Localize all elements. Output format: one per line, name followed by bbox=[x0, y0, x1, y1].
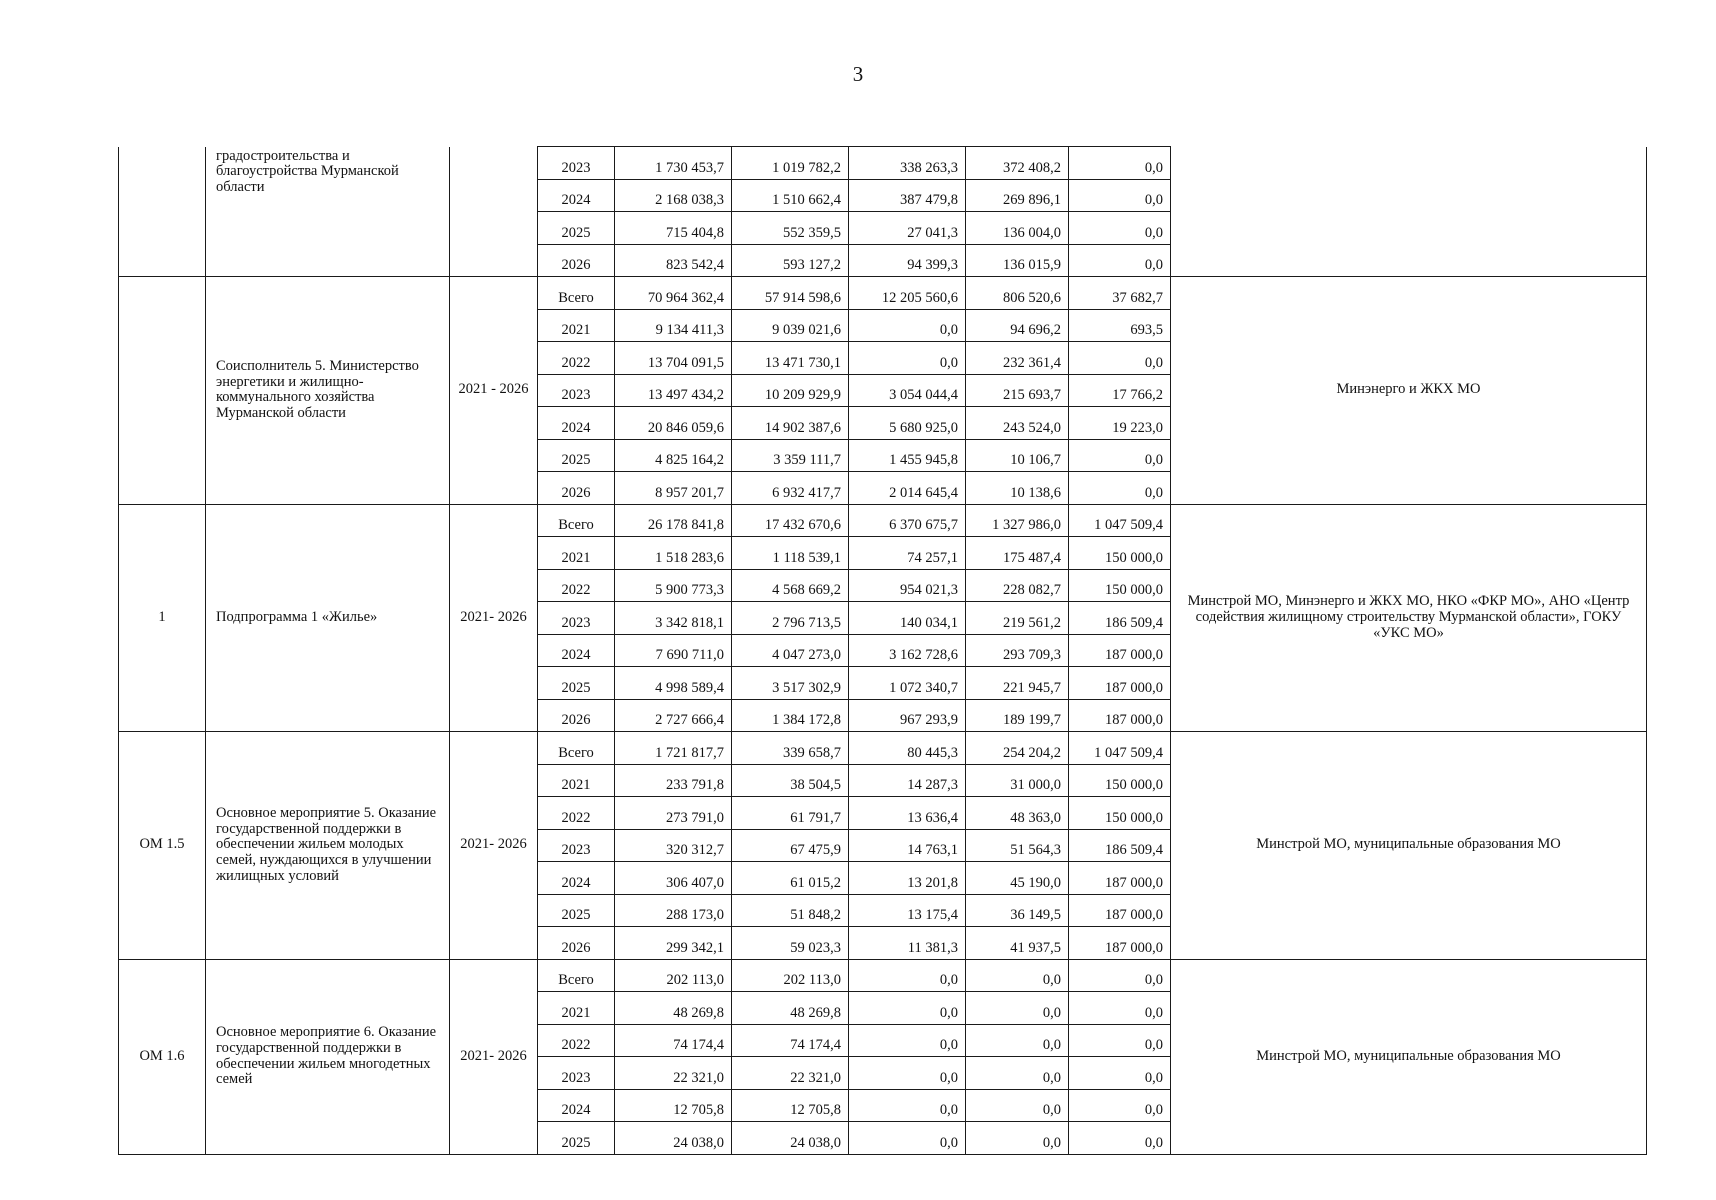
total-cell: 74 174,4 bbox=[615, 1024, 732, 1057]
regional-budget-cell: 24 038,0 bbox=[732, 1122, 849, 1155]
measure-name: Соисполнитель 5. Министерство энергетики и жилищно-коммунального хозяйства Мурманской области bbox=[206, 277, 450, 505]
total-cell: 70 964 362,4 bbox=[615, 277, 732, 310]
year-cell: 2022 bbox=[538, 1024, 615, 1057]
local-budget-cell: 175 487,4 bbox=[966, 537, 1069, 570]
local-budget-cell: 221 945,7 bbox=[966, 667, 1069, 700]
year-cell: Всего bbox=[538, 732, 615, 765]
regional-budget-cell: 12 705,8 bbox=[732, 1089, 849, 1122]
total-cell: 1 721 817,7 bbox=[615, 732, 732, 765]
implementation-period: 2021- 2026 bbox=[450, 504, 538, 732]
other-sources-cell: 0,0 bbox=[1069, 992, 1171, 1025]
measure-name: Основное мероприятие 5. Оказание государственной поддержки в обеспечении жильем молодых семей, нуждающихся в улучшении жилищных условий bbox=[206, 732, 450, 960]
local-budget-cell: 94 696,2 bbox=[966, 309, 1069, 342]
year-cell: 2026 bbox=[538, 244, 615, 277]
table-row bbox=[119, 147, 1647, 180]
other-sources-cell: 0,0 bbox=[1069, 1057, 1171, 1090]
federal-budget-cell: 14 287,3 bbox=[849, 764, 966, 797]
year-cell: 2022 bbox=[538, 342, 615, 375]
year-cell: 2024 bbox=[538, 634, 615, 667]
total-cell: 306 407,0 bbox=[615, 862, 732, 895]
other-sources-cell: 17 766,2 bbox=[1069, 374, 1171, 407]
year-cell: 2024 bbox=[538, 1089, 615, 1122]
total-cell: 26 178 841,8 bbox=[615, 504, 732, 537]
other-sources-cell: 187 000,0 bbox=[1069, 862, 1171, 895]
federal-budget-cell: 0,0 bbox=[849, 992, 966, 1025]
regional-budget-cell: 1 019 782,2 bbox=[732, 147, 849, 180]
federal-budget-cell: 2 014 645,4 bbox=[849, 472, 966, 505]
federal-budget-cell: 338 263,3 bbox=[849, 147, 966, 180]
total-cell: 273 791,0 bbox=[615, 797, 732, 830]
table-row bbox=[119, 732, 1647, 765]
year-cell: 2022 bbox=[538, 797, 615, 830]
federal-budget-cell: 0,0 bbox=[849, 1122, 966, 1155]
local-budget-cell: 215 693,7 bbox=[966, 374, 1069, 407]
other-sources-cell: 187 000,0 bbox=[1069, 634, 1171, 667]
regional-budget-cell: 74 174,4 bbox=[732, 1024, 849, 1057]
year-cell: 2025 bbox=[538, 1122, 615, 1155]
row-number: 1 bbox=[119, 504, 206, 732]
federal-budget-cell: 1 072 340,7 bbox=[849, 667, 966, 700]
total-cell: 299 342,1 bbox=[615, 927, 732, 960]
regional-budget-cell: 61 015,2 bbox=[732, 862, 849, 895]
local-budget-cell: 0,0 bbox=[966, 992, 1069, 1025]
other-sources-cell: 693,5 bbox=[1069, 309, 1171, 342]
year-cell: 2025 bbox=[538, 667, 615, 700]
other-sources-cell: 150 000,0 bbox=[1069, 569, 1171, 602]
regional-budget-cell: 22 321,0 bbox=[732, 1057, 849, 1090]
federal-budget-cell: 74 257,1 bbox=[849, 537, 966, 570]
total-cell: 9 134 411,3 bbox=[615, 309, 732, 342]
federal-budget-cell: 94 399,3 bbox=[849, 244, 966, 277]
other-sources-cell: 0,0 bbox=[1069, 179, 1171, 212]
other-sources-cell: 150 000,0 bbox=[1069, 537, 1171, 570]
other-sources-cell: 0,0 bbox=[1069, 1122, 1171, 1155]
regional-budget-cell: 3 359 111,7 bbox=[732, 439, 849, 472]
table-row bbox=[119, 959, 1647, 992]
row-number: ОМ 1.5 bbox=[119, 732, 206, 960]
local-budget-cell: 232 361,4 bbox=[966, 342, 1069, 375]
local-budget-cell: 41 937,5 bbox=[966, 927, 1069, 960]
local-budget-cell: 372 408,2 bbox=[966, 147, 1069, 180]
other-sources-cell: 0,0 bbox=[1069, 959, 1171, 992]
year-cell: 2023 bbox=[538, 147, 615, 180]
federal-budget-cell: 27 041,3 bbox=[849, 212, 966, 245]
regional-budget-cell: 2 796 713,5 bbox=[732, 602, 849, 635]
local-budget-cell: 136 004,0 bbox=[966, 212, 1069, 245]
federal-budget-cell: 6 370 675,7 bbox=[849, 504, 966, 537]
local-budget-cell: 269 896,1 bbox=[966, 179, 1069, 212]
row-number bbox=[119, 277, 206, 505]
total-cell: 7 690 711,0 bbox=[615, 634, 732, 667]
year-cell: Всего bbox=[538, 504, 615, 537]
local-budget-cell: 0,0 bbox=[966, 1122, 1069, 1155]
regional-budget-cell: 1 384 172,8 bbox=[732, 699, 849, 732]
other-sources-cell: 1 047 509,4 bbox=[1069, 504, 1171, 537]
regional-budget-cell: 38 504,5 bbox=[732, 764, 849, 797]
year-cell: 2023 bbox=[538, 374, 615, 407]
row-number bbox=[119, 147, 206, 277]
federal-budget-cell: 0,0 bbox=[849, 1024, 966, 1057]
table-row bbox=[119, 277, 1647, 310]
total-cell: 1 730 453,7 bbox=[615, 147, 732, 180]
implementation-period bbox=[450, 147, 538, 277]
year-cell: 2023 bbox=[538, 1057, 615, 1090]
executor-cell: Минстрой МО, муниципальные образования МО bbox=[1171, 959, 1647, 1154]
implementation-period: 2021- 2026 bbox=[450, 732, 538, 960]
total-cell: 48 269,8 bbox=[615, 992, 732, 1025]
total-cell: 22 321,0 bbox=[615, 1057, 732, 1090]
local-budget-cell: 0,0 bbox=[966, 1024, 1069, 1057]
total-cell: 2 727 666,4 bbox=[615, 699, 732, 732]
regional-budget-cell: 14 902 387,6 bbox=[732, 407, 849, 440]
other-sources-cell: 19 223,0 bbox=[1069, 407, 1171, 440]
federal-budget-cell: 954 021,3 bbox=[849, 569, 966, 602]
federal-budget-cell: 0,0 bbox=[849, 1089, 966, 1122]
year-cell: 2021 bbox=[538, 764, 615, 797]
local-budget-cell: 228 082,7 bbox=[966, 569, 1069, 602]
regional-budget-cell: 51 848,2 bbox=[732, 894, 849, 927]
federal-budget-cell: 140 034,1 bbox=[849, 602, 966, 635]
year-cell: 2025 bbox=[538, 439, 615, 472]
federal-budget-cell: 1 455 945,8 bbox=[849, 439, 966, 472]
total-cell: 4 825 164,2 bbox=[615, 439, 732, 472]
local-budget-cell: 806 520,6 bbox=[966, 277, 1069, 310]
total-cell: 823 542,4 bbox=[615, 244, 732, 277]
regional-budget-cell: 593 127,2 bbox=[732, 244, 849, 277]
other-sources-cell: 37 682,7 bbox=[1069, 277, 1171, 310]
executor-cell: Минстрой МО, муниципальные образования МО bbox=[1171, 732, 1647, 960]
other-sources-cell: 0,0 bbox=[1069, 147, 1171, 180]
federal-budget-cell: 14 763,1 bbox=[849, 829, 966, 862]
regional-budget-cell: 59 023,3 bbox=[732, 927, 849, 960]
other-sources-cell: 186 509,4 bbox=[1069, 602, 1171, 635]
implementation-period: 2021 - 2026 bbox=[450, 277, 538, 505]
federal-budget-cell: 3 162 728,6 bbox=[849, 634, 966, 667]
regional-budget-cell: 3 517 302,9 bbox=[732, 667, 849, 700]
regional-budget-cell: 4 568 669,2 bbox=[732, 569, 849, 602]
regional-budget-cell: 17 432 670,6 bbox=[732, 504, 849, 537]
other-sources-cell: 150 000,0 bbox=[1069, 797, 1171, 830]
measure-name: Основное мероприятие 6. Оказание государственной поддержки в обеспечении жильем многодетных семей bbox=[206, 959, 450, 1154]
federal-budget-cell: 0,0 bbox=[849, 959, 966, 992]
total-cell: 202 113,0 bbox=[615, 959, 732, 992]
federal-budget-cell: 13 201,8 bbox=[849, 862, 966, 895]
total-cell: 24 038,0 bbox=[615, 1122, 732, 1155]
local-budget-cell: 1 327 986,0 bbox=[966, 504, 1069, 537]
measure-name: градостроительства и благоустройства Мурманской области bbox=[206, 147, 450, 277]
total-cell: 3 342 818,1 bbox=[615, 602, 732, 635]
year-cell: Всего bbox=[538, 277, 615, 310]
year-cell: 2025 bbox=[538, 894, 615, 927]
local-budget-cell: 36 149,5 bbox=[966, 894, 1069, 927]
regional-budget-cell: 1 118 539,1 bbox=[732, 537, 849, 570]
year-cell: Всего bbox=[538, 959, 615, 992]
year-cell: 2023 bbox=[538, 602, 615, 635]
executor-cell: Минстрой МО, Минэнерго и ЖКХ МО, НКО «ФКР МО», АНО «Центр содействия жилищному строительству Мурманской области», ГОКУ «УКС МО» bbox=[1171, 504, 1647, 732]
year-cell: 2021 bbox=[538, 309, 615, 342]
federal-budget-cell: 0,0 bbox=[849, 342, 966, 375]
regional-budget-cell: 13 471 730,1 bbox=[732, 342, 849, 375]
local-budget-cell: 48 363,0 bbox=[966, 797, 1069, 830]
local-budget-cell: 51 564,3 bbox=[966, 829, 1069, 862]
local-budget-cell: 10 138,6 bbox=[966, 472, 1069, 505]
page-number: 3 bbox=[852, 62, 864, 86]
year-cell: 2024 bbox=[538, 862, 615, 895]
regional-budget-cell: 61 791,7 bbox=[732, 797, 849, 830]
regional-budget-cell: 10 209 929,9 bbox=[732, 374, 849, 407]
federal-budget-cell: 12 205 560,6 bbox=[849, 277, 966, 310]
local-budget-cell: 136 015,9 bbox=[966, 244, 1069, 277]
regional-budget-cell: 202 113,0 bbox=[732, 959, 849, 992]
year-cell: 2022 bbox=[538, 569, 615, 602]
total-cell: 288 173,0 bbox=[615, 894, 732, 927]
total-cell: 2 168 038,3 bbox=[615, 179, 732, 212]
regional-budget-cell: 6 932 417,7 bbox=[732, 472, 849, 505]
federal-budget-cell: 0,0 bbox=[849, 309, 966, 342]
federal-budget-cell: 0,0 bbox=[849, 1057, 966, 1090]
local-budget-cell: 31 000,0 bbox=[966, 764, 1069, 797]
federal-budget-cell: 387 479,8 bbox=[849, 179, 966, 212]
other-sources-cell: 0,0 bbox=[1069, 1089, 1171, 1122]
regional-budget-cell: 67 475,9 bbox=[732, 829, 849, 862]
other-sources-cell: 187 000,0 bbox=[1069, 699, 1171, 732]
federal-budget-cell: 13 175,4 bbox=[849, 894, 966, 927]
other-sources-cell: 187 000,0 bbox=[1069, 927, 1171, 960]
local-budget-cell: 45 190,0 bbox=[966, 862, 1069, 895]
table-row bbox=[119, 504, 1647, 537]
total-cell: 320 312,7 bbox=[615, 829, 732, 862]
local-budget-cell: 0,0 bbox=[966, 1089, 1069, 1122]
regional-budget-cell: 339 658,7 bbox=[732, 732, 849, 765]
regional-budget-cell: 57 914 598,6 bbox=[732, 277, 849, 310]
federal-budget-cell: 967 293,9 bbox=[849, 699, 966, 732]
year-cell: 2026 bbox=[538, 699, 615, 732]
total-cell: 13 704 091,5 bbox=[615, 342, 732, 375]
executor-cell bbox=[1171, 147, 1647, 277]
regional-budget-cell: 1 510 662,4 bbox=[732, 179, 849, 212]
local-budget-cell: 0,0 bbox=[966, 959, 1069, 992]
local-budget-cell: 293 709,3 bbox=[966, 634, 1069, 667]
other-sources-cell: 0,0 bbox=[1069, 244, 1171, 277]
total-cell: 13 497 434,2 bbox=[615, 374, 732, 407]
regional-budget-cell: 48 269,8 bbox=[732, 992, 849, 1025]
total-cell: 20 846 059,6 bbox=[615, 407, 732, 440]
other-sources-cell: 186 509,4 bbox=[1069, 829, 1171, 862]
other-sources-cell: 0,0 bbox=[1069, 439, 1171, 472]
other-sources-cell: 0,0 bbox=[1069, 472, 1171, 505]
other-sources-cell: 0,0 bbox=[1069, 1024, 1171, 1057]
other-sources-cell: 0,0 bbox=[1069, 342, 1171, 375]
year-cell: 2024 bbox=[538, 179, 615, 212]
year-cell: 2021 bbox=[538, 992, 615, 1025]
local-budget-cell: 189 199,7 bbox=[966, 699, 1069, 732]
row-number: ОМ 1.6 bbox=[119, 959, 206, 1154]
federal-budget-cell: 5 680 925,0 bbox=[849, 407, 966, 440]
total-cell: 5 900 773,3 bbox=[615, 569, 732, 602]
total-cell: 12 705,8 bbox=[615, 1089, 732, 1122]
executor-cell: Минэнерго и ЖКХ МО bbox=[1171, 277, 1647, 505]
local-budget-cell: 254 204,2 bbox=[966, 732, 1069, 765]
local-budget-cell: 219 561,2 bbox=[966, 602, 1069, 635]
other-sources-cell: 187 000,0 bbox=[1069, 667, 1171, 700]
year-cell: 2025 bbox=[538, 212, 615, 245]
year-cell: 2024 bbox=[538, 407, 615, 440]
total-cell: 4 998 589,4 bbox=[615, 667, 732, 700]
federal-budget-cell: 80 445,3 bbox=[849, 732, 966, 765]
local-budget-cell: 243 524,0 bbox=[966, 407, 1069, 440]
measure-name: Подпрограмма 1 «Жилье» bbox=[206, 504, 450, 732]
year-cell: 2026 bbox=[538, 472, 615, 505]
other-sources-cell: 187 000,0 bbox=[1069, 894, 1171, 927]
year-cell: 2021 bbox=[538, 537, 615, 570]
year-cell: 2026 bbox=[538, 927, 615, 960]
regional-budget-cell: 552 359,5 bbox=[732, 212, 849, 245]
other-sources-cell: 0,0 bbox=[1069, 212, 1171, 245]
total-cell: 233 791,8 bbox=[615, 764, 732, 797]
local-budget-cell: 0,0 bbox=[966, 1057, 1069, 1090]
other-sources-cell: 1 047 509,4 bbox=[1069, 732, 1171, 765]
year-cell: 2023 bbox=[538, 829, 615, 862]
federal-budget-cell: 11 381,3 bbox=[849, 927, 966, 960]
federal-budget-cell: 13 636,4 bbox=[849, 797, 966, 830]
other-sources-cell: 150 000,0 bbox=[1069, 764, 1171, 797]
federal-budget-cell: 3 054 044,4 bbox=[849, 374, 966, 407]
local-budget-cell: 10 106,7 bbox=[966, 439, 1069, 472]
regional-budget-cell: 4 047 273,0 bbox=[732, 634, 849, 667]
total-cell: 8 957 201,7 bbox=[615, 472, 732, 505]
financing-table bbox=[118, 146, 1647, 1155]
total-cell: 1 518 283,6 bbox=[615, 537, 732, 570]
total-cell: 715 404,8 bbox=[615, 212, 732, 245]
regional-budget-cell: 9 039 021,6 bbox=[732, 309, 849, 342]
implementation-period: 2021- 2026 bbox=[450, 959, 538, 1154]
